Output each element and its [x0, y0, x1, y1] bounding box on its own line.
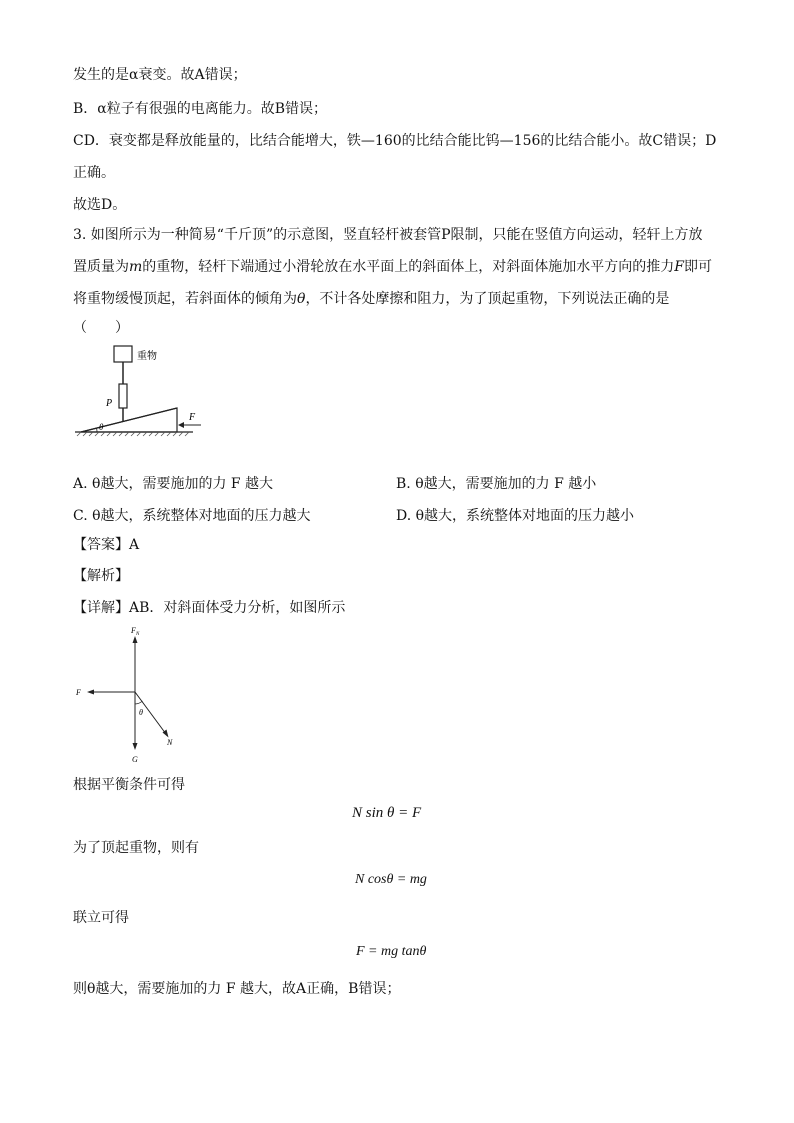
q-text: 将重物缓慢顶起，若斜面体的倾角为 — [73, 291, 297, 307]
vector-F-head — [87, 690, 94, 695]
q-var-F: F — [674, 259, 684, 275]
force-F-arrowhead — [178, 422, 184, 428]
label-G: G — [132, 755, 138, 764]
jack-diagram — [73, 340, 223, 440]
analysis-heading: 【解析】 — [73, 568, 129, 584]
q-text: 即可 — [684, 259, 712, 275]
ground-hatch — [77, 432, 189, 436]
vector-FN-head — [133, 636, 138, 643]
option-C: C. θ越大，系统整体对地面的压力越大 — [73, 508, 311, 524]
label-N: N — [167, 738, 173, 747]
answer-line: 【答案】A — [73, 537, 140, 553]
question-line-3 — [73, 289, 669, 309]
prev-solution-line-3: CD．衰变都是释放能量的，比结合能增大，铁—160的比结合能比钨—156的比结合能小。故C错误；D — [73, 133, 717, 149]
label-P: P — [106, 398, 113, 409]
label-F2: F — [76, 688, 81, 697]
question-line-2 — [73, 257, 712, 277]
question-line-4: （ ） — [73, 320, 129, 336]
label-F: F — [189, 412, 196, 423]
prev-solution-line-1: 发生的是α衰变。故A错误； — [73, 67, 247, 83]
question-line-1: 3. 如图所示为一种简易“千斤顶”的示意图，竖直轻杆被套管P限制，只能在竖值方向运动，轻轩上方放 — [73, 227, 703, 243]
weight-label: 重物 — [137, 351, 157, 362]
equation-2: N cosθ = mg — [355, 872, 427, 887]
force-diagram — [73, 624, 193, 766]
equation-3: F = mg tanθ — [356, 944, 427, 959]
solution-line-3: 联立可得 — [73, 910, 129, 926]
sleeve-P — [119, 384, 127, 408]
prev-solution-line-5: 故选D。 — [73, 197, 127, 213]
equation-1: N sin θ = F — [352, 805, 422, 821]
solution-line-1: 根据平衡条件可得 — [73, 777, 185, 793]
prev-solution-line-2: B．α粒子有很强的电离能力。故B错误； — [73, 101, 328, 117]
q-text: 置质量为 — [73, 259, 129, 275]
option-A: A. θ越大，需要施加的力 F 越大 — [73, 476, 274, 492]
weight-block — [114, 346, 132, 362]
detail-line: 【详解】AB．对斜面体受力分析，如图所示 — [73, 600, 346, 616]
vector-G-head — [133, 743, 138, 750]
solution-line-4: 则θ越大，需要施加的力 F 越大，故A正确，B错误； — [73, 981, 401, 997]
q-text: ，不计各处摩擦和阻力，为了顶起重物，下列说法正确的是 — [305, 291, 670, 307]
solution-line-2: 为了顶起重物，则有 — [73, 840, 199, 856]
option-D: D. θ越大，系统整体对地面的压力越小 — [396, 508, 635, 524]
option-B: B. θ越大，需要施加的力 F 越小 — [396, 476, 597, 492]
label-theta-2: θ — [139, 708, 143, 717]
prev-solution-line-4: 正确。 — [73, 165, 115, 181]
q-text: 的重物，轻杆下端通过小滑轮放在水平面上的斜面体上，对斜面体施加水平方向的推力 — [142, 259, 675, 275]
label-theta: θ — [99, 422, 104, 432]
label-FN-sub: N — [136, 632, 140, 637]
label-FN: F — [131, 626, 136, 635]
q-var-theta: θ — [297, 291, 306, 307]
q-var-m: m — [129, 259, 143, 275]
